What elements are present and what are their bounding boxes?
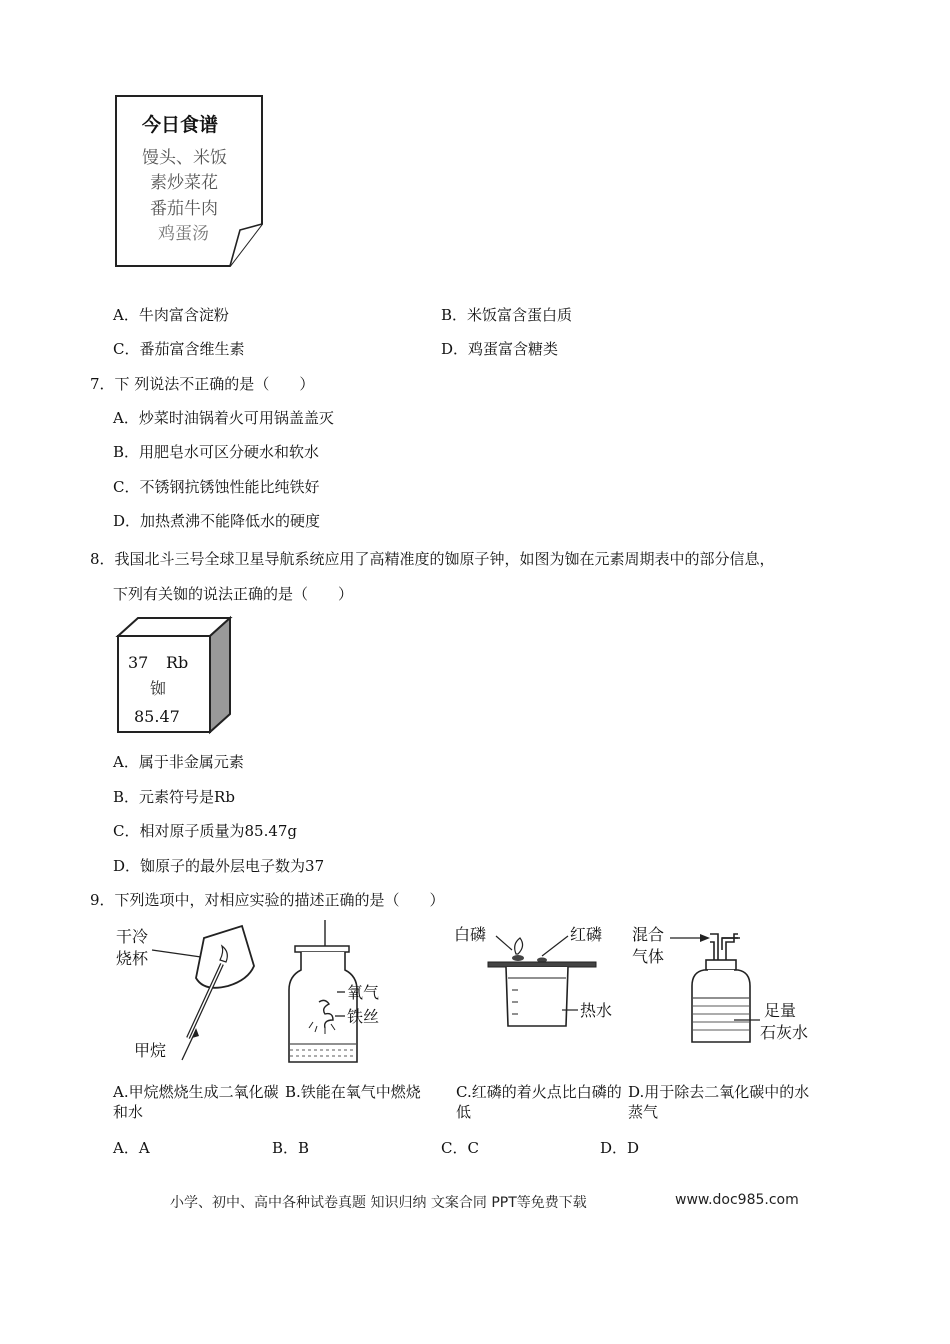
q9-stem: 9．下列选项中，对相应实验的描述正确的是（ ） [90, 891, 445, 909]
footer-link[interactable]: www.doc985.com [675, 1192, 799, 1208]
q6-option-a: A．牛肉富含淀粉 [113, 306, 229, 324]
menu-card-figure [112, 92, 268, 270]
q8-option-c: C．相对原子质量为85.47g [113, 822, 298, 840]
footer-text: 小学、初中、高中各种试卷真题 知识归纳 文案合同 PPT等免费下载 [170, 1195, 587, 1211]
q6-option-b: B．米饭富含蛋白质 [441, 306, 573, 324]
element-symbol: Rb [166, 653, 189, 672]
menu-card-title: 今日食谱 [142, 114, 219, 136]
label-cold-beaker: 干冷 [116, 927, 149, 946]
menu-card-item: 馒头、米饭 [142, 148, 227, 168]
q9-option-d: D．D [600, 1139, 640, 1157]
element-cube-figure [114, 614, 234, 736]
label-limewater: 石灰水 [760, 1023, 809, 1042]
label-oxygen: 氧气 [347, 983, 380, 1002]
label-mixed-gas: 气体 [632, 947, 665, 966]
element-mass: 85.47 [134, 707, 180, 726]
q9-option-b: B．B [272, 1139, 310, 1157]
label-red-phosphorus: 红磷 [570, 925, 603, 944]
caption-b: B.铁能在氧气中燃烧 [285, 1083, 421, 1101]
q8-option-a: A．属于非金属元素 [113, 753, 244, 771]
q6-option-d: D．鸡蛋富含糖类 [441, 340, 559, 358]
label-hot-water: 热水 [580, 1001, 613, 1020]
menu-card-item: 鸡蛋汤 [158, 224, 209, 244]
q8-stem-line2: 下列有关铷的说法正确的是（ ） [113, 585, 354, 603]
label-cold-beaker: 烧杯 [116, 949, 149, 968]
label-methane: 甲烷 [134, 1041, 167, 1060]
q7-stem: 7．下 列说法不正确的是（ ） [90, 375, 315, 393]
caption-c: C.红磷的着火点比白磷的低 [456, 1083, 622, 1121]
element-name: 铷 [150, 679, 167, 698]
label-limewater: 足量 [764, 1001, 797, 1020]
menu-card-item: 番茄牛肉 [150, 199, 218, 219]
menu-card-item: 素炒菜花 [150, 173, 218, 193]
q7-option-b: B．用肥皂水可区分硬水和软水 [113, 443, 320, 461]
experiment-a-figure [112, 920, 262, 1065]
label-mixed-gas: 混合 [632, 925, 665, 944]
experiment-b-figure [285, 918, 415, 1068]
q8-stem-line1: 8．我国北斗三号全球卫星导航系统应用了高精准度的铷原子钟，如图为铷在元素周期表中的部分信息， [90, 550, 775, 568]
caption-d: D.用于除去二氧化碳中的水蒸气 [628, 1083, 810, 1121]
label-white-phosphorus: 白磷 [454, 925, 487, 944]
q8-option-b: B．元素符号是Rb [113, 788, 235, 806]
label-iron-wire: 铁丝 [347, 1007, 380, 1026]
caption-a: A.甲烷燃烧生成二氧化碳和水 [113, 1083, 279, 1121]
experiment-c-figure [450, 920, 630, 1035]
experiment-d-figure [630, 920, 820, 1055]
element-number: 37 [128, 653, 149, 672]
q7-option-d: D．加热煮沸不能降低水的硬度 [113, 512, 321, 530]
q6-option-c: C．番茄富含维生素 [113, 340, 245, 358]
q8-option-d: D．铷原子的最外层电子数为37 [113, 857, 325, 875]
q9-option-c: C．C [441, 1139, 479, 1157]
q7-option-a: A．炒菜时油锅着火可用锅盖盖灭 [113, 409, 334, 427]
q7-option-c: C．不锈钢抗锈蚀性能比纯铁好 [113, 478, 320, 496]
q9-option-a: A．A [113, 1139, 150, 1157]
